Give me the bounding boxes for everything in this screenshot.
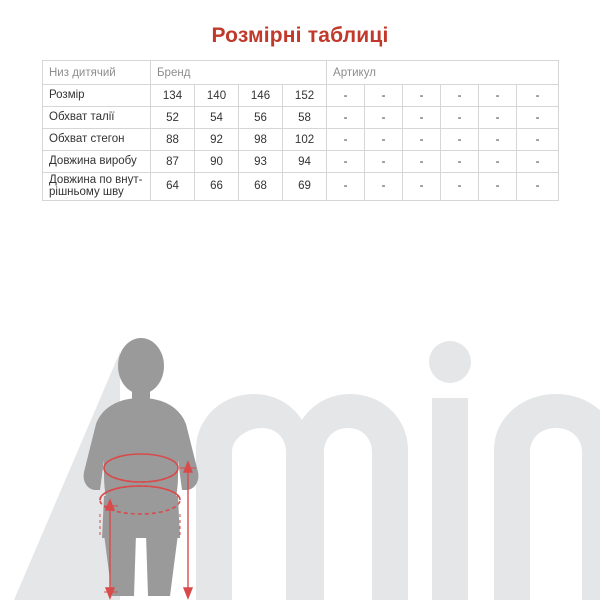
article-value: - bbox=[441, 107, 479, 129]
article-value: - bbox=[365, 129, 403, 151]
brand-value: 140 bbox=[195, 85, 239, 107]
article-value: - bbox=[441, 85, 479, 107]
header-brand: Бренд bbox=[151, 61, 327, 85]
size-table bbox=[42, 60, 559, 201]
article-value: - bbox=[403, 173, 441, 201]
size-table-container bbox=[42, 60, 558, 201]
table-row bbox=[43, 107, 559, 129]
row-label: Довжина виробу bbox=[43, 151, 151, 173]
table-row bbox=[43, 151, 559, 173]
article-value: - bbox=[517, 151, 559, 173]
brand-value: 146 bbox=[239, 85, 283, 107]
article-value: - bbox=[327, 85, 365, 107]
row-label: Розмір bbox=[43, 85, 151, 107]
article-value: - bbox=[403, 107, 441, 129]
brand-value: 64 bbox=[151, 173, 195, 201]
brand-value: 92 bbox=[195, 129, 239, 151]
article-value: - bbox=[479, 107, 517, 129]
table-row bbox=[43, 129, 559, 151]
article-value: - bbox=[327, 107, 365, 129]
table-row bbox=[43, 173, 559, 201]
row-label bbox=[43, 173, 151, 201]
brand-value: 134 bbox=[151, 85, 195, 107]
header-category: Низ дитячий bbox=[43, 61, 151, 85]
brand-value: 58 bbox=[283, 107, 327, 129]
article-value: - bbox=[441, 173, 479, 201]
row-label: Обхват талії bbox=[43, 107, 151, 129]
article-value: - bbox=[479, 129, 517, 151]
article-value: - bbox=[479, 85, 517, 107]
article-value: - bbox=[327, 173, 365, 201]
brand-value: 98 bbox=[239, 129, 283, 151]
header-article: Артикул bbox=[327, 61, 559, 85]
brand-value: 152 bbox=[283, 85, 327, 107]
article-value: - bbox=[517, 85, 559, 107]
article-value: - bbox=[365, 151, 403, 173]
article-value: - bbox=[403, 129, 441, 151]
brand-value: 69 bbox=[283, 173, 327, 201]
measurement-illustration bbox=[0, 300, 600, 600]
brand-value: 56 bbox=[239, 107, 283, 129]
page-title: Розмірні таблиці bbox=[211, 24, 389, 47]
article-value: - bbox=[479, 173, 517, 201]
table-row bbox=[43, 85, 559, 107]
brand-value: 94 bbox=[283, 151, 327, 173]
article-value: - bbox=[403, 151, 441, 173]
brand-value: 87 bbox=[151, 151, 195, 173]
brand-value: 68 bbox=[239, 173, 283, 201]
article-value: - bbox=[327, 129, 365, 151]
row-label: Обхват стегон bbox=[43, 129, 151, 151]
article-value: - bbox=[327, 151, 365, 173]
article-value: - bbox=[365, 107, 403, 129]
article-value: - bbox=[517, 129, 559, 151]
article-value: - bbox=[441, 151, 479, 173]
brand-value: 90 bbox=[195, 151, 239, 173]
brand-value: 88 bbox=[151, 129, 195, 151]
row-label-line-1: Довжина по внут- bbox=[49, 174, 143, 186]
brand-value: 102 bbox=[283, 129, 327, 151]
child-figure-silhouette bbox=[84, 338, 199, 596]
table-header-row bbox=[43, 61, 559, 85]
article-value: - bbox=[479, 151, 517, 173]
article-value: - bbox=[365, 173, 403, 201]
article-value: - bbox=[441, 129, 479, 151]
brand-value: 66 bbox=[195, 173, 239, 201]
row-label-line-2: рішньому шву bbox=[49, 186, 124, 199]
article-value: - bbox=[365, 85, 403, 107]
brand-value: 54 bbox=[195, 107, 239, 129]
article-value: - bbox=[403, 85, 441, 107]
brand-value: 52 bbox=[151, 107, 195, 129]
brand-value: 93 bbox=[239, 151, 283, 173]
article-value: - bbox=[517, 107, 559, 129]
article-value: - bbox=[517, 173, 559, 201]
